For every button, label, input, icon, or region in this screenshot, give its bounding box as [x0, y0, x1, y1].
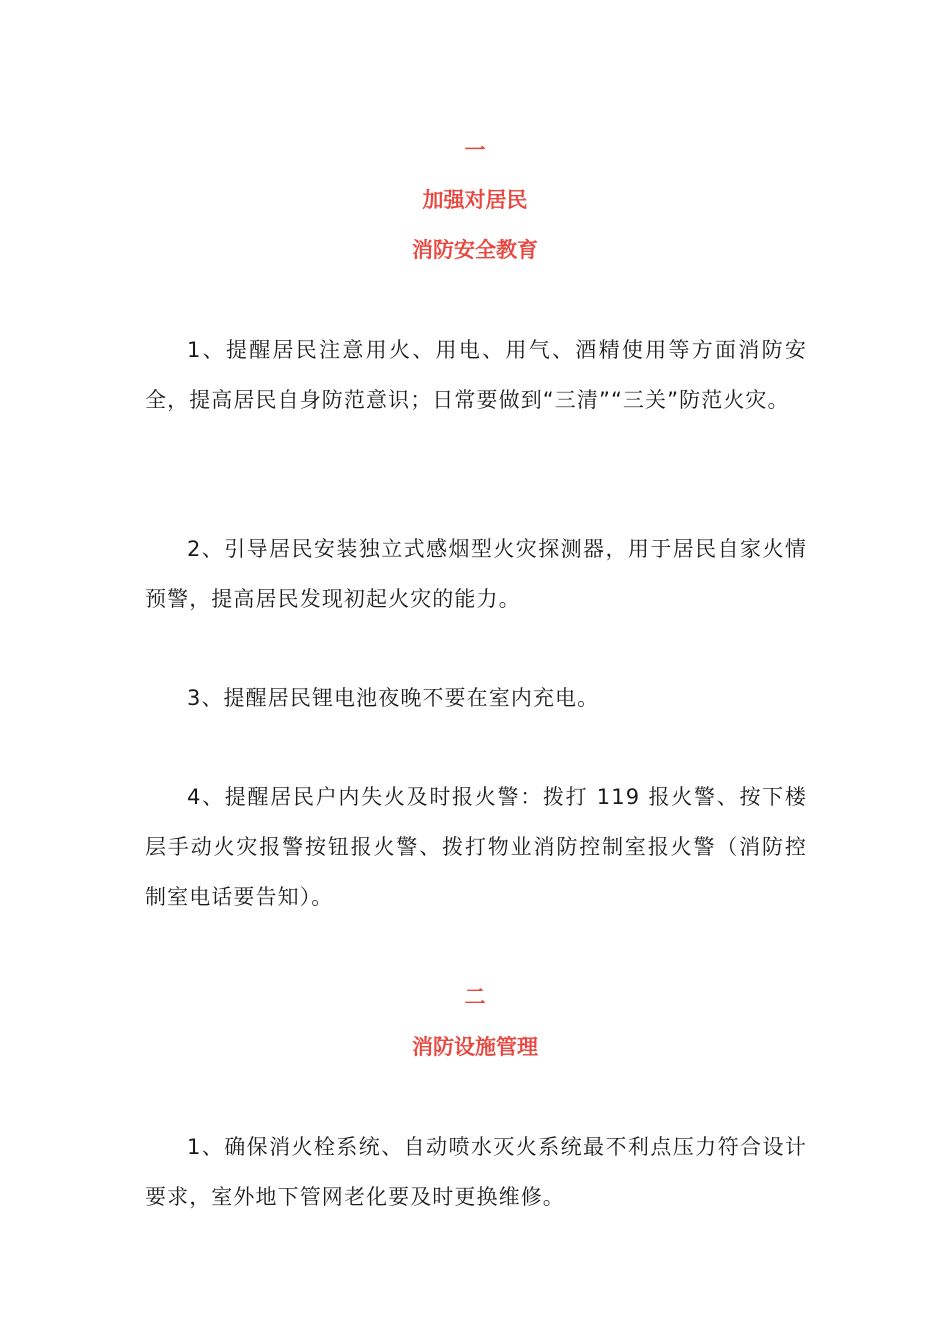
section-1-title-line-2: 消防安全教育: [412, 238, 538, 262]
section-1-heading: [145, 125, 805, 275]
section-1-paragraph-3: 3、提醒居民锂电池夜晚不要在室内充电。: [187, 686, 600, 710]
section-2-paragraph-1: 1、确保消火栓系统、自动喷水灭火系统最不利点压力符合设计要求，室外地下管网老化要及时更换维修。: [145, 1135, 807, 1209]
section-1-paragraph-4: 4、提醒居民户内失火及时报火警：拨打 119 报火警、按下楼层手动火灾报警按钮报火警、拨打物业消防控制室报火警（消防控制室电话要告知）。: [145, 785, 807, 909]
section-1-title-line-1: 加强对居民: [422, 188, 528, 212]
section-1-paragraph-1: 1、提醒居民注意用火、用电、用气、酒精使用等方面消防安全，提高居民自身防范意识；日常要做到“三清”“三关”防范火灾。: [145, 338, 807, 412]
section-2-title: 消防设施管理: [412, 1035, 538, 1059]
section-2-number: 二: [464, 985, 486, 1009]
section-1-number: 一: [464, 138, 486, 162]
section-2-heading: [145, 972, 805, 1072]
section-1-paragraph-2: 2、引导居民安装独立式感烟型火灾探测器，用于居民自家火情预警，提高居民发现初起火灾的能力。: [145, 537, 807, 611]
